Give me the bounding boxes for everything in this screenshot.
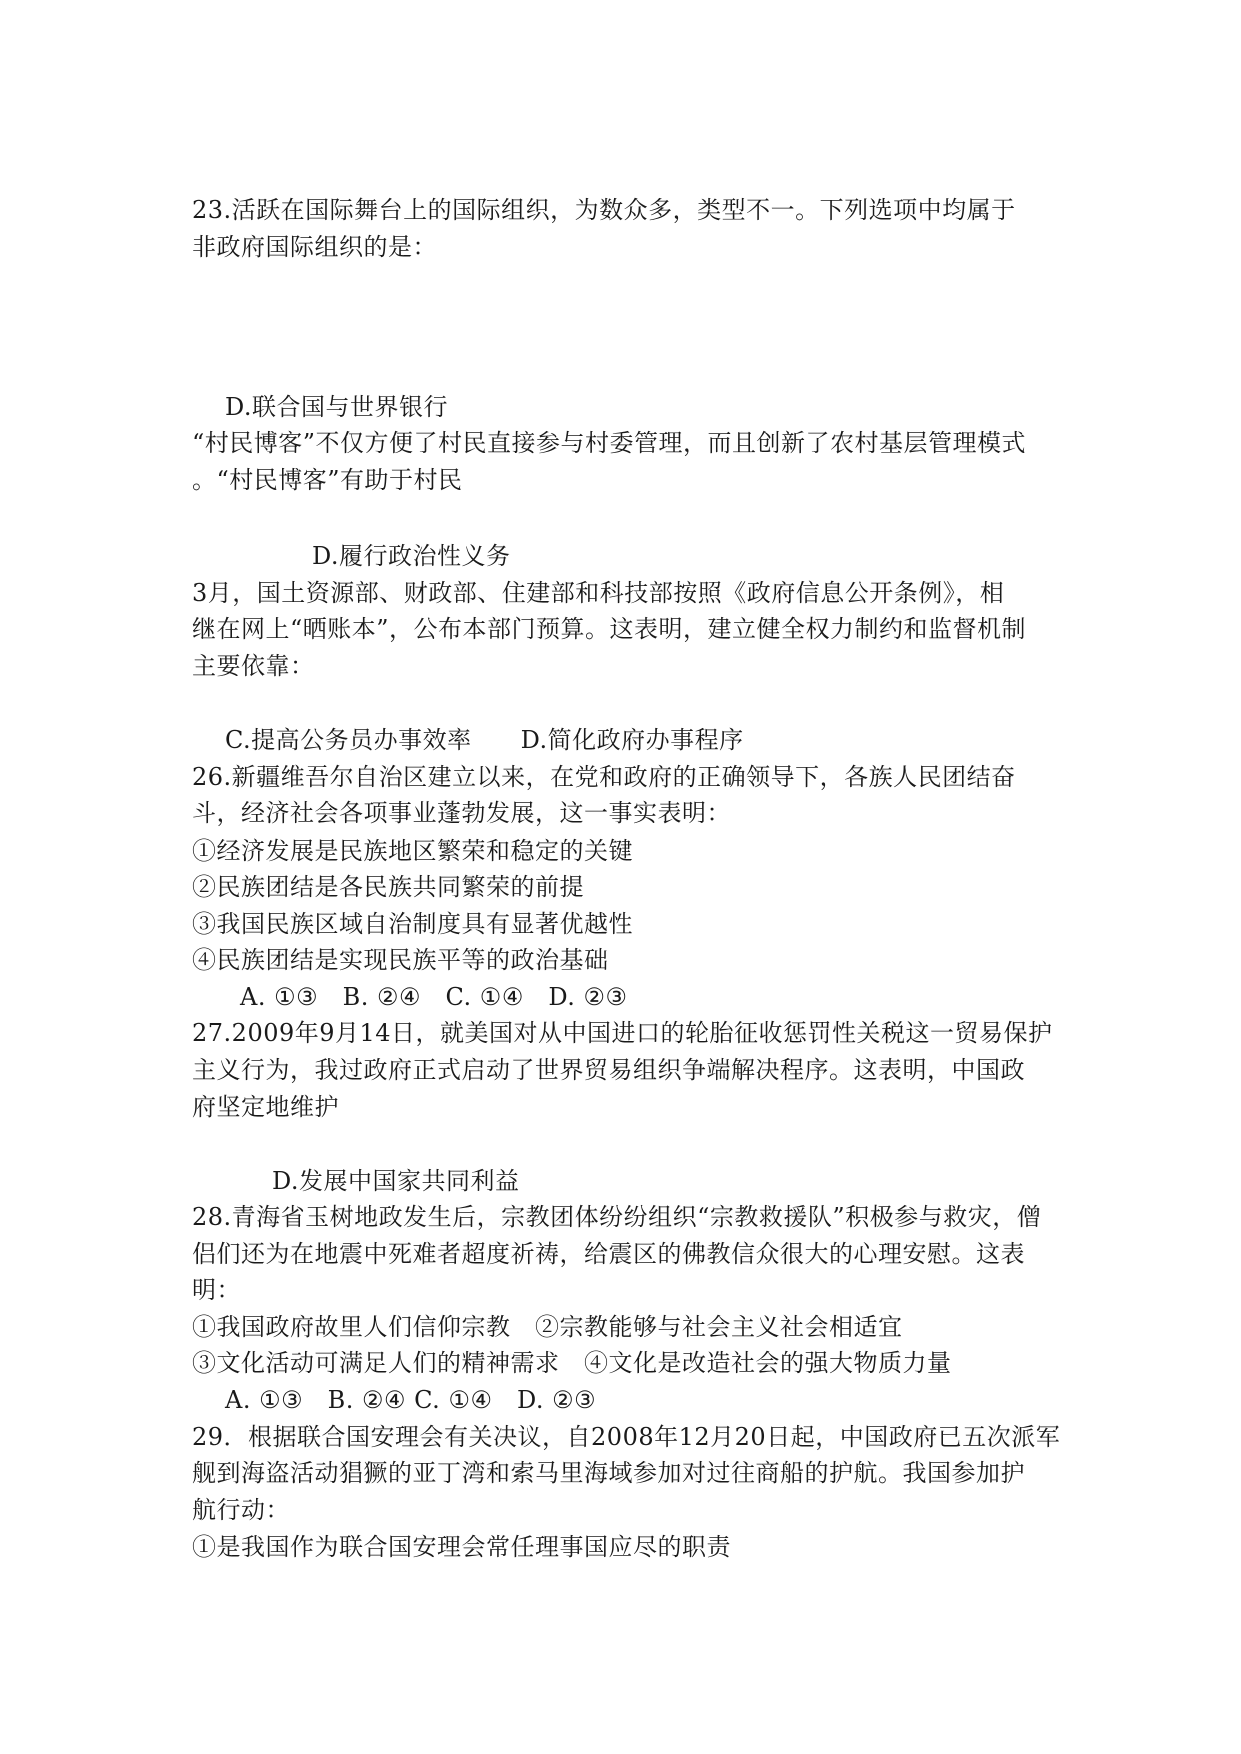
q26-options: A. ①③ B. ②④ C. ①④ D. ②③ <box>240 983 628 1011</box>
q27-option-d: D.发展中国家共同利益 <box>272 1167 520 1195</box>
q23-stem-line1: 23.活跃在国际舞台上的国际组织，为数众多，类型不一。下列选项中均属于 <box>192 196 1016 224</box>
q28-stem-line1: 28.青海省玉树地政发生后，宗教团体纷纷组织“宗教救援队”积极参与救灾，僧 <box>192 1203 1042 1231</box>
q28-statements-12: ①我国政府故里人们信仰宗教 ②宗教能够与社会主义社会相适宜 <box>192 1313 903 1341</box>
q26-stem-line1: 26.新疆维吾尔自治区建立以来，在党和政府的正确领导下，各族人民团结奋 <box>192 763 1016 791</box>
q26-stem-line2: 斗，经济社会各项事业蓬勃发展，这一事实表明： <box>192 799 731 827</box>
q24-stem-line1: “村民博客”不仅方便了村民直接参与村委管理，而且创新了农村基层管理模式 <box>192 429 1027 457</box>
q26-statement-2: ②民族团结是各民族共同繁荣的前提 <box>192 873 584 901</box>
q28-statements-34: ③文化活动可满足人们的精神需求 ④文化是改造社会的强大物质力量 <box>192 1349 952 1377</box>
q26-statement-3: ③我国民族区域自治制度具有显著优越性 <box>192 910 633 938</box>
q28-stem-line2: 侣们还为在地震中死难者超度祈祷，给震区的佛教信众很大的心理安慰。这表 <box>192 1240 1025 1268</box>
q29-stem-line2: 舰到海盗活动猖獗的亚丁湾和索马里海域参加对过往商船的护航。我国参加护 <box>192 1459 1025 1487</box>
q24-stem-line2: 。“村民博客”有助于村民 <box>192 466 463 494</box>
q29-stem-line1: 29．根据联合国安理会有关决议，自2008年12月20日起，中国政府已五次派军 <box>192 1423 1061 1451</box>
q28-options: A. ①③ B. ②④ C. ①④ D. ②③ <box>225 1386 597 1414</box>
q29-stem-line3: 航行动： <box>192 1496 290 1524</box>
q28-stem-line3: 明： <box>192 1276 241 1304</box>
q26-statement-1: ①经济发展是民族地区繁荣和稳定的关键 <box>192 837 633 865</box>
q25-options-cd: C.提高公务员办事效率 D.简化政府办事程序 <box>225 726 744 754</box>
q23-stem-line2: 非政府国际组织的是： <box>192 233 437 261</box>
q25-stem-line2: 继在网上“晒账本”，公布本部门预算。这表明，建立健全权力制约和监督机制 <box>192 615 1027 643</box>
q26-statement-4: ④民族团结是实现民族平等的政治基础 <box>192 946 609 974</box>
q27-stem-line2: 主义行为，我过政府正式启动了世界贸易组织争端解决程序。这表明，中国政 <box>192 1056 1025 1084</box>
q23-option-d: D.联合国与世界银行 <box>225 393 449 421</box>
q24-option-d: D.履行政治性义务 <box>312 542 511 570</box>
q27-stem-line3: 府坚定地维护 <box>192 1093 339 1121</box>
q27-stem-line1: 27.2009年9月14日，就美国对从中国进口的轮胎征收惩罚性关税这一贸易保护 <box>192 1019 1053 1047</box>
q25-stem-line3: 主要依靠： <box>192 652 315 680</box>
q25-stem-line1: 3月，国土资源部、财政部、住建部和科技部按照《政府信息公开条例》，相 <box>192 579 1005 607</box>
q29-statement-1: ①是我国作为联合国安理会常任理事国应尽的职责 <box>192 1533 731 1561</box>
